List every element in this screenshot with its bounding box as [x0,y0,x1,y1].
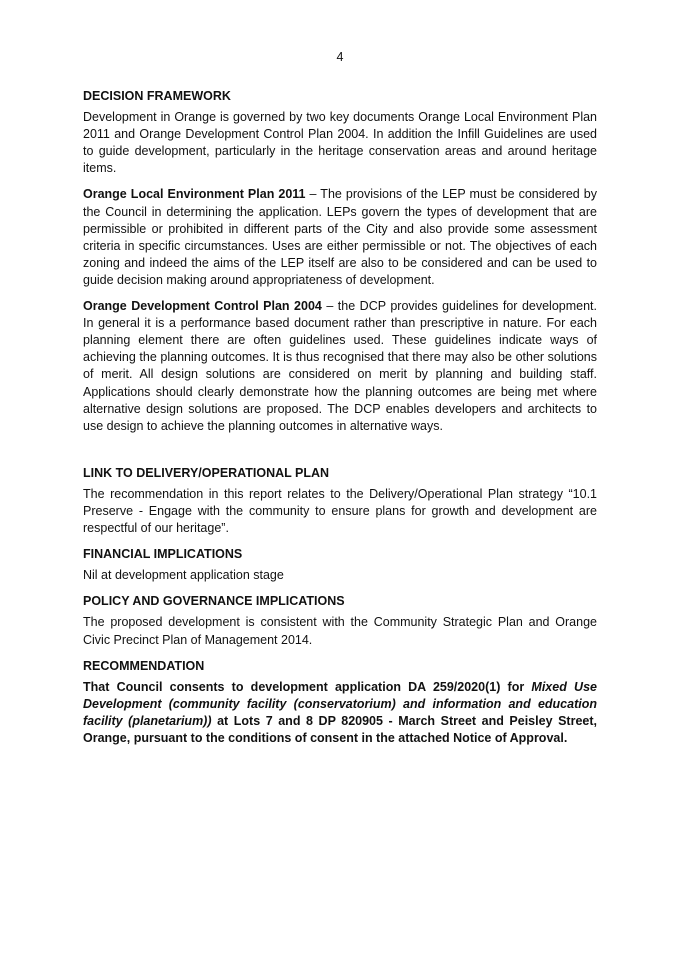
lep-text: – The provisions of the LEP must be considered by the Council in determining the application. LEPs govern the types of development that are permissible or prohibited in different parts of the City and also provide some assessment criteria in specific circumstances. Uses are either permissible or not. The objectives of each zoning and indeed the aims of the LEP itself are also to be considered and can be used to guide decision making around appropriateness of development. [83,187,597,287]
financial-heading: FINANCIAL IMPLICATIONS [83,547,243,562]
section-spacer [83,439,597,465]
recommendation-italic: Mixed Use Development (community facility (conservatorium) and information and education facility (planetarium)) [83,679,597,728]
recommendation-text [83,679,597,747]
dcp-text: – the DCP provides guidelines for development. In general it is a performance based document rather than prescriptive in nature. For each planning element there are often guidelines used. These guidelines indicate ways of achieving the planning outcomes. It is thus recognised that there may also be other solutions of merit. All design solutions are considered on merit by planning and building staff. Applications should clearly demonstrate how the planning outcomes are being met where alternative design solutions are proposed. The DCP enables developers and architects to use design to achieve the planning outcomes in alternative ways. [83,299,597,433]
lep-lead: Orange Local Environment Plan 2011 [83,187,306,202]
recommendation-part1: That Council consents to development application DA 259/2020(1) for [83,679,532,694]
dcp-paragraph [83,298,597,435]
recommendation-heading: RECOMMENDATION [83,658,205,673]
decision-framework-heading: DECISION FRAMEWORK [83,89,231,103]
delivery-plan-heading: LINK TO DELIVERY/OPERATIONAL PLAN [83,465,330,480]
page-number: 4 [336,50,344,64]
policy-text: The proposed development is consistent with the Community Strategic Plan and Orange Civic Precinct Plan of Management 2014. [83,615,597,647]
delivery-plan-text: The recommendation in this report relates to the Delivery/Operational Plan strategy “10.1 Preserve - Engage with the community to ensure plans for growth and development are respectful of our heritage”. [83,486,597,536]
recommendation-part2: at Lots 7 and 8 DP 820905 - March Street and Peisley Street, Orange, pursuant to the conditions of consent in the attached Notice of Approval. [83,713,597,745]
financial-text: Nil at development application stage [83,568,284,583]
lep-paragraph [83,186,597,289]
decision-framework-intro: Development in Orange is governed by two key documents Orange Local Environment Plan 2011 and Orange Development Control Plan 2004. In addition the Infill Guidelines are used to guide development, particularly in the heritage conservation areas and around heritage items. [83,110,597,176]
policy-heading: POLICY AND GOVERNANCE IMPLICATIONS [83,594,345,609]
page-content [83,88,597,751]
dcp-lead: Orange Development Control Plan 2004 [83,299,322,314]
